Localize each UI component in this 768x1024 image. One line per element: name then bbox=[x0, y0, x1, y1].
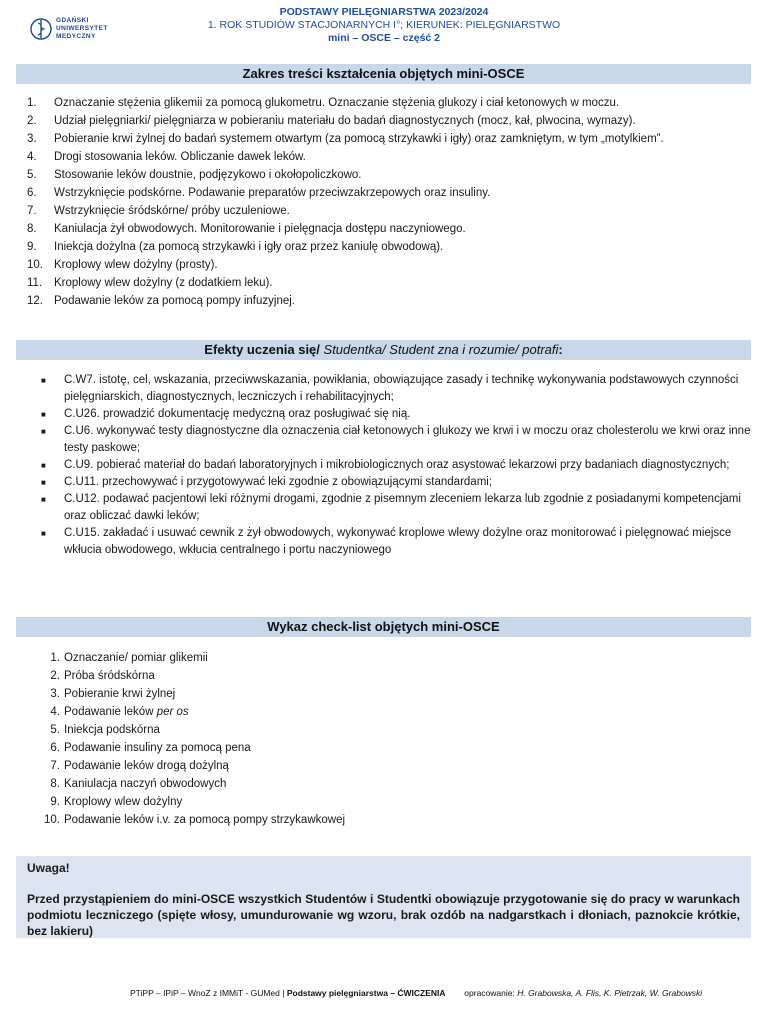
list-item-text: Kroplowy wlew dożylny (z dodatkiem leku). bbox=[54, 277, 273, 289]
checklist-item-text bbox=[64, 757, 751, 775]
list-item-number: 4. bbox=[27, 151, 37, 163]
note-heading: Uwaga! bbox=[27, 861, 70, 875]
outcome-text: C.U6. wykonywać testy diagnostyczne dla oznaczenia ciał ketonowych i glukozy we krwi i w moczu oraz cholesterolu we krwi oraz inne testy paskowe; bbox=[64, 425, 751, 454]
checklist-item-label: Próba śródskórna bbox=[64, 670, 155, 682]
outcome-text: C.U15. zakładać i usuwać cewnik z żył obwodowych, wykonywać kroplowe wlewy dożylne oraz monitorować i pielęgnować miejsce wkłucia obwodowego, wkłucia centralnego i portu naczyniowego bbox=[64, 527, 732, 556]
list-item-number: 7. bbox=[27, 205, 37, 217]
outcome-item bbox=[38, 525, 753, 559]
footer-course: Podstawy pielęgniarstwa – ĆWICZENIA bbox=[286, 988, 446, 998]
checklist-item-number: 4. bbox=[50, 706, 60, 718]
list-item bbox=[16, 220, 751, 238]
outcome-text: C.U12. podawać pacjentowi leki różnymi drogami, zgodnie z pisemnym zleceniem lekarza lub zgodnie z posiadanymi kompetencjami oraz obliczać dawki leków; bbox=[64, 493, 741, 522]
checklist-item-text bbox=[64, 649, 751, 667]
list-item-text: Wstrzyknięcie śródskórne/ próby uczuleniowe. bbox=[54, 205, 290, 217]
checklist-item bbox=[16, 739, 751, 757]
list-item-number: 6. bbox=[27, 187, 37, 199]
checklist-list bbox=[16, 649, 751, 829]
checklist-item-label: Podawanie leków drogą dożylną bbox=[64, 760, 229, 772]
list-item-text: Kaniulacja żył obwodowych. Monitorowanie i pielęgnacja dostępu naczyniowego. bbox=[54, 223, 466, 235]
outcome-text: C.U26. prowadzić dokumentację medyczną oraz posługiwać się nią. bbox=[64, 408, 411, 420]
checklist-item bbox=[16, 649, 751, 667]
rod-of-asclepius-icon bbox=[30, 15, 52, 43]
section-title-checklists: Wykaz check-list objętych mini-OSCE bbox=[16, 617, 751, 637]
list-item bbox=[16, 202, 751, 220]
list-item-number: 3. bbox=[27, 133, 37, 145]
checklist-item-label: Podawanie leków i.v. za pomocą pompy strzykawkowej bbox=[64, 814, 346, 826]
list-item bbox=[16, 94, 751, 112]
checklist-item-number: 2. bbox=[50, 670, 60, 682]
checklist-item-number: 9. bbox=[50, 796, 60, 808]
logo-line: MEDYCZNY bbox=[56, 33, 96, 40]
checklist-item-number: 5. bbox=[50, 724, 60, 736]
page-header bbox=[0, 6, 768, 56]
outcome-item bbox=[38, 457, 753, 474]
page-footer bbox=[130, 988, 760, 998]
outcome-item bbox=[38, 474, 753, 491]
checklist-item bbox=[16, 685, 751, 703]
list-item-text: Iniekcja dożylna (za pomocą strzykawki i igły oraz przez kaniulę obwodową). bbox=[54, 241, 444, 253]
footer-authors: H. Grabowska, A. Flis, K. Pietrzak, W. Grabowski bbox=[517, 988, 703, 998]
warning-note bbox=[16, 856, 751, 938]
checklist-item-text bbox=[64, 739, 751, 757]
logo-line: UNIWERSYTET bbox=[56, 25, 108, 32]
list-item-number: 11. bbox=[27, 277, 43, 289]
list-item bbox=[16, 292, 751, 310]
checklist-item-text bbox=[64, 703, 751, 721]
square-bullet-icon: ■ bbox=[41, 529, 46, 538]
square-bullet-icon: ■ bbox=[41, 427, 46, 436]
list-item-number: 12. bbox=[27, 295, 43, 307]
outcome-text: C.U11. przechowywać i przygotowywać leki zgodnie z obowiązującymi standardami; bbox=[64, 476, 493, 488]
learning-outcomes-list bbox=[38, 372, 753, 559]
checklist-item-text bbox=[64, 775, 751, 793]
list-item-text: Udział pielęgniarki/ pielęgniarza w pobieraniu materiału do badań diagnostycznych (mocz, kał, plwocina, wymazy). bbox=[54, 115, 636, 127]
checklist-item-label: Podawanie insuliny za pomocą pena bbox=[64, 742, 251, 754]
list-item bbox=[16, 112, 751, 130]
title-bold-part: Efekty uczenia się/ bbox=[204, 342, 320, 357]
checklist-item-italic: per os bbox=[156, 706, 189, 718]
document-heading bbox=[180, 6, 588, 45]
list-item-number: 10. bbox=[27, 259, 43, 271]
checklist-item bbox=[16, 775, 751, 793]
checklist-item-number: 3. bbox=[50, 688, 60, 700]
square-bullet-icon: ■ bbox=[41, 410, 46, 419]
list-item bbox=[16, 148, 751, 166]
list-item-text: Drogi stosowania leków. Obliczanie dawek leków. bbox=[54, 151, 306, 163]
checklist-item-text bbox=[64, 793, 751, 811]
checklist-item bbox=[16, 757, 751, 775]
list-item bbox=[16, 256, 751, 274]
checklist-item-label: Pobieranie krwi żylnej bbox=[64, 688, 176, 700]
list-item-text: Pobieranie krwi żylnej do badań systemem otwartym (za pomocą strzykawki i igły) oraz zamkniętym, w tym „motylkiem”. bbox=[54, 133, 664, 145]
section-title-content-scope: Zakres treści kształcenia objętych mini-OSCE bbox=[16, 64, 751, 84]
outcome-text: C.W7. istotę, cel, wskazania, przeciwwskazania, powikłania, obowiązujące zasady i technikę wykonywania podstawowych czynności pielęgniarskich, diagnostycznych, leczniczych i rehabilitacyjnych; bbox=[64, 374, 739, 403]
checklist-item-number: 8. bbox=[50, 778, 60, 790]
list-item bbox=[16, 166, 751, 184]
course-title: PODSTAWY PIELĘGNIARSTWA 2023/2024 bbox=[279, 6, 489, 18]
list-item-text: Stosowanie leków doustnie, podjęzykowo i okołopoliczkowo. bbox=[54, 169, 362, 181]
list-item-number: 2. bbox=[27, 115, 37, 127]
footer-department: PTiPP – IPiP – WnoZ z IMMiT - GUMed | bbox=[130, 988, 287, 998]
note-text: Przed przystąpieniem do mini-OSCE wszystkich Studentów i Studentki obowiązuje przygotowanie się do pracy w warunkach podmiotu leczniczego (spięte włosy, umundurowanie wg wzoru, brak ozdób na nadgarstkach i dłoniach, paznokcie krótkie, bez lakieru) bbox=[27, 892, 740, 938]
square-bullet-icon: ■ bbox=[41, 478, 46, 487]
checklist-item-text bbox=[64, 685, 751, 703]
checklist-item-label: Oznaczanie/ pomiar glikemii bbox=[64, 652, 208, 664]
checklist-item bbox=[16, 811, 751, 829]
square-bullet-icon: ■ bbox=[41, 495, 46, 504]
checklist-item-number: 1. bbox=[50, 652, 60, 664]
checklist-item-number: 7. bbox=[50, 760, 60, 772]
list-item-text: Kroplowy wlew dożylny (prosty). bbox=[54, 259, 218, 271]
outcome-item bbox=[38, 491, 753, 525]
list-item-text: Wstrzyknięcie podskórne. Podawanie preparatów przeciwzakrzepowych oraz insuliny. bbox=[54, 187, 491, 199]
outcome-text: C.U9. pobierać materiał do badań laboratoryjnych i mikrobiologicznych oraz asystować lekarzowi przy badaniach diagnostycznych; bbox=[64, 459, 730, 471]
square-bullet-icon: ■ bbox=[41, 376, 46, 385]
logo-wordmark bbox=[56, 17, 108, 41]
title-italic-part: Studentka/ Student zna i rozumie/ potrafi bbox=[319, 342, 559, 357]
checklist-item bbox=[16, 793, 751, 811]
checklist-item bbox=[16, 703, 751, 721]
outcome-item bbox=[38, 372, 753, 406]
content-scope-list bbox=[16, 94, 751, 310]
list-item bbox=[16, 274, 751, 292]
checklist-item-text bbox=[64, 811, 751, 829]
list-item bbox=[16, 184, 751, 202]
checklist-item bbox=[16, 667, 751, 685]
study-info: 1. ROK STUDIÓW STACJONARNYCH I°; KIERUNEK: PIELĘGNIARSTWO bbox=[207, 19, 561, 31]
title-end: : bbox=[558, 342, 563, 357]
list-item-number: 1. bbox=[27, 97, 37, 109]
outcome-item bbox=[38, 423, 753, 457]
checklist-item-text bbox=[64, 667, 751, 685]
checklist-item-label: Podawanie leków bbox=[64, 706, 157, 718]
list-item bbox=[16, 130, 751, 148]
list-item-number: 5. bbox=[27, 169, 37, 181]
checklist-item-text bbox=[64, 721, 751, 739]
checklist-item-label: Kroplowy wlew dożylny bbox=[64, 796, 183, 808]
logo-line: GDAŃSKI bbox=[56, 17, 89, 24]
section-title-learning-outcomes bbox=[16, 340, 751, 360]
checklist-item bbox=[16, 721, 751, 739]
exam-part: mini – OSCE – część 2 bbox=[327, 32, 441, 44]
checklist-item-number: 6. bbox=[50, 742, 60, 754]
list-item-text: Oznaczanie stężenia glikemii za pomocą glukometru. Oznaczanie stężenia glukozy i ciał ketonowych w moczu. bbox=[54, 97, 620, 109]
list-item-number: 9. bbox=[27, 241, 37, 253]
university-logo bbox=[30, 11, 150, 47]
footer-authors-label: opracowanie: bbox=[464, 988, 518, 998]
checklist-item-number: 10. bbox=[44, 814, 60, 826]
outcome-item bbox=[38, 406, 753, 423]
list-item-text: Podawanie leków za pomocą pompy infuzyjnej. bbox=[54, 295, 295, 307]
list-item bbox=[16, 238, 751, 256]
list-item-number: 8. bbox=[27, 223, 37, 235]
checklist-item-label: Kaniulacja naczyń obwodowych bbox=[64, 778, 227, 790]
square-bullet-icon: ■ bbox=[41, 461, 46, 470]
checklist-item-label: Iniekcja podskórna bbox=[64, 724, 160, 736]
